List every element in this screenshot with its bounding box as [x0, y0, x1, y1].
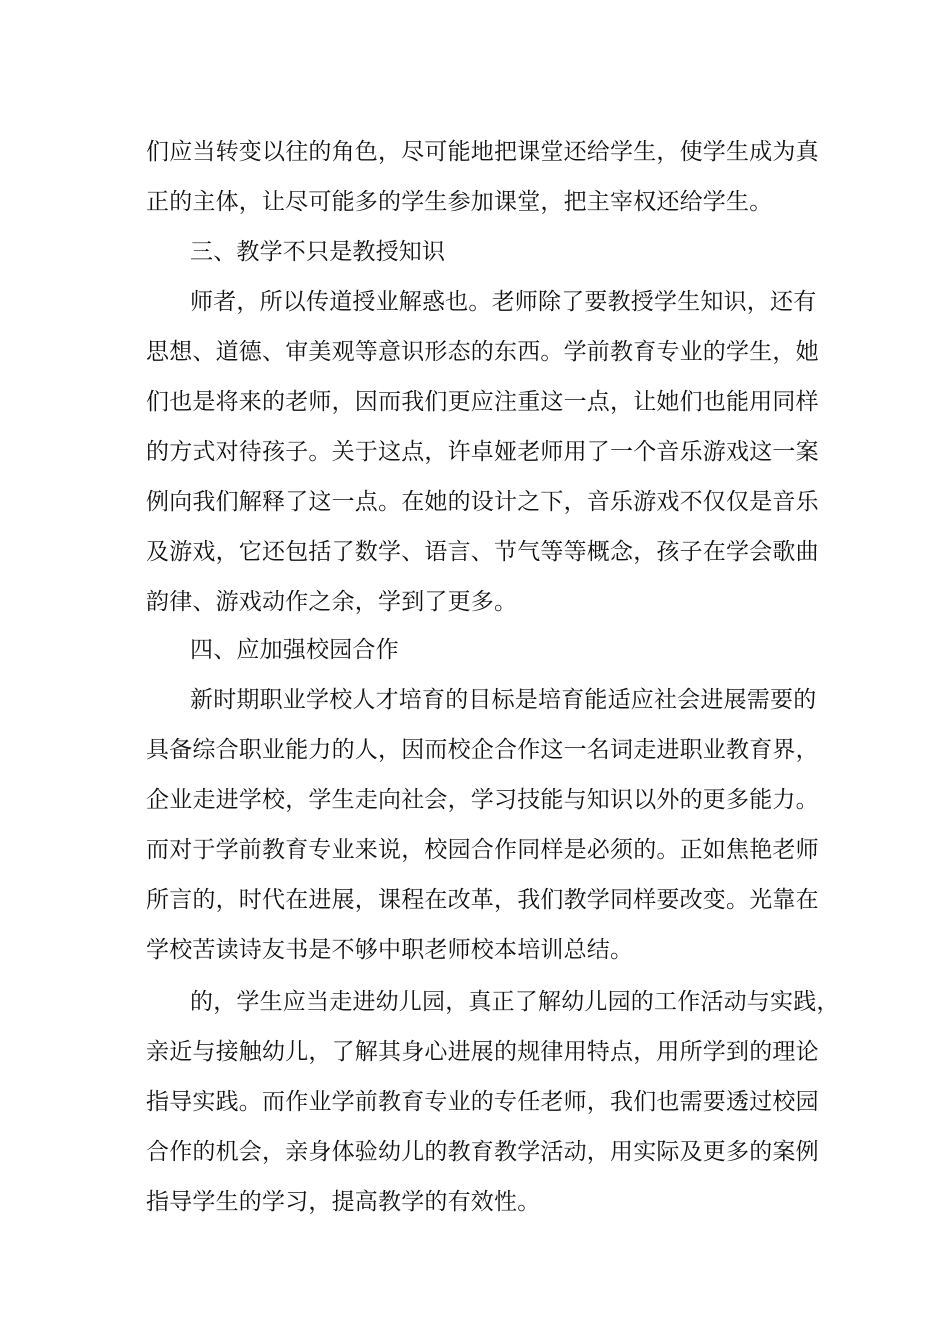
- section-heading: 四、应加强校园合作: [190, 637, 399, 663]
- body-text-line: 所言的，时代在进展，课程在改革，我们教学同样要改变。光靠在: [146, 887, 819, 913]
- section-heading: 三、教学不只是教授知识: [190, 239, 446, 265]
- body-text-line: 企业走进学校，学生走向社会，学习技能与知识以外的更多能力。: [146, 787, 819, 813]
- body-text-line: 学校苦读诗友书是不够中职老师校本培训总结。: [146, 937, 634, 963]
- body-text-line: 例向我们解释了这一点。在她的设计之下，音乐游戏不仅仅是音乐: [146, 489, 819, 515]
- body-text-line: 指导学生的学习，提高教学的有效性。: [146, 1189, 541, 1215]
- body-text-line: 新时期职业学校人才培育的目标是培育能适应社会进展需要的: [190, 687, 817, 713]
- body-text-line: 亲近与接触幼儿，了解其身心进展的规律用特点，用所学到的理论: [146, 1039, 819, 1065]
- body-text-line: 们应当转变以往的角色，尽可能地把课堂还给学生，使学生成为真: [146, 139, 819, 165]
- body-text-line: 指导实践。而作业学前教育专业的专任老师，我们也需要透过校园: [146, 1089, 819, 1115]
- body-text-line: 的方式对待孩子。关于这点，许卓娅老师用了一个音乐游戏这一案: [146, 439, 819, 465]
- body-text-line: 合作的机会，亲身体验幼儿的教育教学活动，用实际及更多的案例: [146, 1139, 819, 1165]
- body-text-line: 师者，所以传道授业解惑也。老师除了要教授学生知识，还有: [190, 289, 817, 315]
- body-text-line: 的，学生应当走进幼儿园，真正了解幼儿园的工作活动与实践，: [190, 989, 840, 1015]
- body-text-line: 思想、道德、审美观等意识形态的东西。学前教育专业的学生，她: [146, 339, 819, 365]
- body-text-line: 及游戏，它还包括了数学、语言、节气等等概念，孩子在学会歌曲: [146, 539, 819, 565]
- body-text-line: 而对于学前教育专业来说，校园合作同样是必须的。正如焦艳老师: [146, 837, 819, 863]
- body-text-line: 们也是将来的老师，因而我们更应注重这一点，让她们也能用同样: [146, 389, 819, 415]
- body-text-line: 具备综合职业能力的人，因而校企合作这一名词走进职业教育界，: [146, 737, 819, 763]
- body-text-line: 韵律、游戏动作之余，学到了更多。: [146, 589, 518, 615]
- body-text-line: 正的主体，让尽可能多的学生参加课堂，把主宰权还给学生。: [146, 189, 773, 215]
